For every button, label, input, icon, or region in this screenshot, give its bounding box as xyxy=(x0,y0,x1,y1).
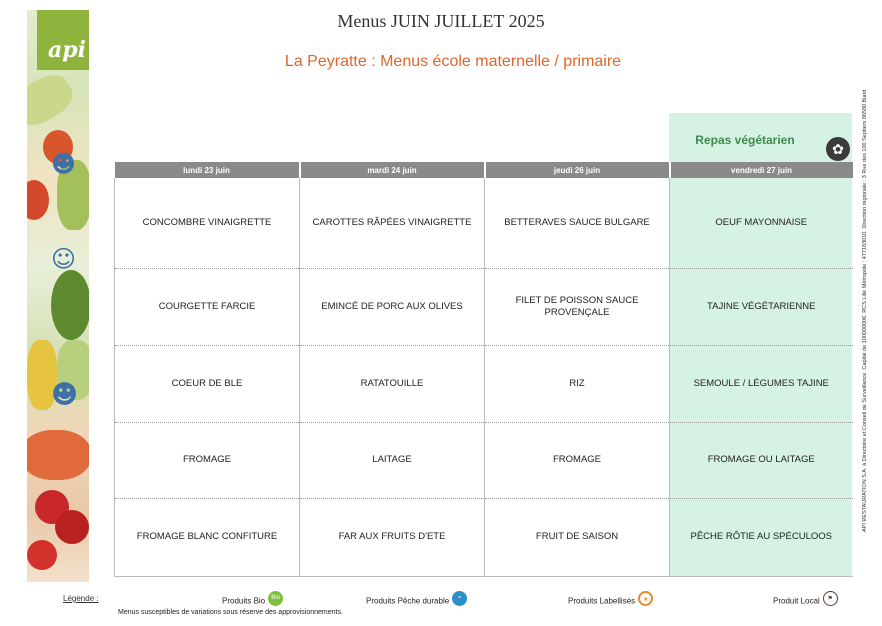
menu-cell: PÊCHE RÔTIE AU SPÉCULOOS xyxy=(670,498,853,576)
menu-cell: OEUF MAYONNAISE xyxy=(670,178,853,268)
menu-cell: FILET DE POISSON SAUCE PROVENÇALE xyxy=(485,268,670,345)
vegetable-illustration xyxy=(27,430,89,480)
chef-illustration: ☺ xyxy=(51,245,77,273)
legend-label: Produit Local xyxy=(773,596,820,606)
menu-cell: EMINCÉ DE PORC AUX OLIVES xyxy=(300,268,485,345)
vegetable-illustration xyxy=(27,180,49,220)
vegetable-illustration xyxy=(27,68,79,133)
menu-table xyxy=(114,162,853,577)
menu-cell: FROMAGE OU LAITAGE xyxy=(670,422,853,498)
menu-cell: RATATOUILLE xyxy=(300,345,485,422)
menu-cell: LAITAGE xyxy=(300,422,485,498)
legend-item-local xyxy=(773,594,838,609)
skater-illustration: ☻ xyxy=(51,380,79,410)
vegetable-illustration xyxy=(55,510,89,544)
table-row xyxy=(115,268,853,345)
menu-cell: RIZ xyxy=(485,345,670,422)
table-row xyxy=(115,178,853,268)
legend-title: Légende : xyxy=(63,594,99,603)
legend-label: Produits Bio xyxy=(222,596,266,606)
menu-cell: TAJINE VÉGÉTARIENNE xyxy=(670,268,853,345)
table-row xyxy=(115,345,853,422)
legend-label: Produits Pêche durable xyxy=(366,596,450,606)
child-illustration: ☻ xyxy=(51,150,77,178)
column-header: jeudi 26 juin xyxy=(485,162,670,178)
table-header-row xyxy=(115,162,853,178)
legend-item-labellises xyxy=(568,594,653,609)
menu-cell: FROMAGE xyxy=(485,422,670,498)
vegetarian-icon: ✿ xyxy=(826,137,850,161)
vegetarian-label: Repas végétarien xyxy=(695,133,795,147)
supply-note: Menus susceptibles de variations sous réserve des approvisionnements. xyxy=(118,609,343,616)
legend-label: Produits Labellisés xyxy=(568,596,636,606)
menu-cell: FRUIT DE SAISON xyxy=(485,498,670,576)
fish-icon: ≈ xyxy=(452,591,467,606)
vegetable-illustration xyxy=(27,540,57,570)
api-logo: api xyxy=(37,10,89,70)
menu-cell: COURGETTE FARCIE xyxy=(115,268,300,345)
page-title: Menus JUIN JUILLET 2025 xyxy=(337,11,545,31)
decorative-vegetable-strip xyxy=(27,10,89,582)
menu-cell: COEUR DE BLE xyxy=(115,345,300,422)
page-subtitle: La Peyratte : Menus école maternelle / primaire xyxy=(284,53,622,70)
menu-cell: SEMOULE / LÉGUMES TAJINE xyxy=(670,345,853,422)
menu-cell: CONCOMBRE VINAIGRETTE xyxy=(115,178,300,268)
column-header: vendredi 27 juin xyxy=(670,162,853,178)
company-legal-note: API RESTAURATION S.A. à Directoire et Conseil de Surveillance. Capital de 10000000€. RCS Lille Métropole : 477183010. Direction régionale : 3 Rue des 100 Septiers 86580 Biard xyxy=(862,89,868,532)
table-row xyxy=(115,422,853,498)
legend-item-bio xyxy=(222,594,283,609)
label-icon: ★ xyxy=(638,591,653,606)
column-header: mardi 24 juin xyxy=(300,162,485,178)
legend-item-peche-durable xyxy=(366,594,467,609)
column-header: lundi 23 juin xyxy=(115,162,300,178)
bio-icon: Bio xyxy=(268,591,283,606)
table-row xyxy=(115,498,853,576)
local-icon: ⚑ xyxy=(823,591,838,606)
vegetable-illustration xyxy=(51,270,89,340)
menu-cell: BETTERAVES SAUCE BULGARE xyxy=(485,178,670,268)
menu-cell: FROMAGE xyxy=(115,422,300,498)
menu-cell: FAR AUX FRUITS D'ETE xyxy=(300,498,485,576)
menu-cell: FROMAGE BLANC CONFITURE xyxy=(115,498,300,576)
menu-cell: CAROTTES RÂPÉES VINAIGRETTE xyxy=(300,178,485,268)
